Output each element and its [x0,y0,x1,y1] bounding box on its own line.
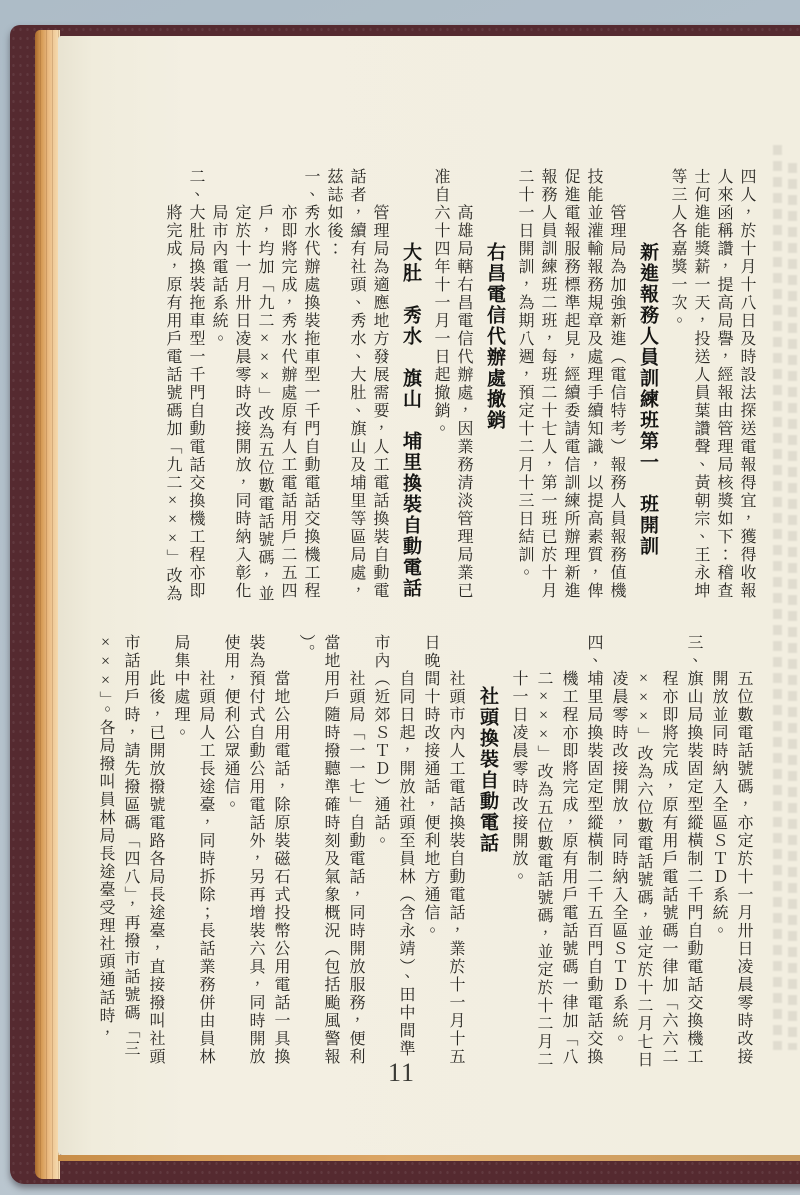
text-column: 話者，續有社頭、秀水、大肚、旗山及埔里等區局處， [348,168,365,600]
bleedthrough-text [771,145,799,1050]
article-heading: 社頭換裝自動電話 [477,686,498,854]
text-column: 社頭局人工長途臺，同時拆除；長話業務併由員林 [197,634,214,1066]
text-column: 局集中處理。 [172,634,189,742]
text-column: ×××」改為六位數電話號碼，並定於十二月七日 [635,634,652,1069]
text-column: 技能並灌輸報務規章及處理手續知識，以提高素質，俾 [585,168,602,600]
text-column: 將完成，原有用戶電話號碼加「九二×××」改為 [164,168,181,603]
bleedthrough-column [773,145,782,1050]
text-column: ×××」。各局撥叫員林局長途臺受理社頭通話時， [97,634,114,1043]
text-column: 凌晨零時改接開放，同時納入全區ＳＴＤ系統。 [610,634,627,1048]
text-column: 一、秀水代辦處換裝拖車型一千門自動電話交換機工程 [302,168,319,600]
text-column: 裝為預付式自動公用電話外，另再增裝六具，同時開放 [247,634,264,1066]
text-column: 使用，便利公眾通信。 [222,634,239,814]
text-column: 市話用戶時，請先撥區碼「四八」，再撥市話號碼「三 [122,634,139,1058]
text-column: 自同日起，開放社頭至員林（含永靖）、田中間準 [397,634,414,1058]
text-column: 士何進能獎薪一天，投送人員葉讚聲、黃朝宗、王永坤 [692,168,709,600]
text-column: 二×××」改為五位數電話號碼，並定於十二月二 [535,634,552,1069]
text-column: 四、埔里局換裝固定型縱橫制二千五百門自動電話交換 [585,634,602,1066]
text-column: 戶，均加「九二×××」改為五位數電話號碼，並 [256,168,273,603]
text-column: 社頭局「一一七」自動電話，同時開放服務，便利 [347,634,364,1066]
text-column: 局市內電話系統。 [210,168,227,348]
article-heading: 大肚 秀水 旗山 埔里換裝自動電話 [400,242,421,599]
text-column: 市內（近郊ＳＴＤ）通話。 [372,634,389,850]
page-number: 11 [388,1058,416,1087]
page-edge-lines [35,30,60,1179]
article-heading: 新進報務人員訓練班第一 班開訓 [637,242,658,557]
text-column: 開放並同時納入全區ＳＴＤ系統。 [710,634,727,940]
bleedthrough-column [788,163,797,1050]
text-column: 管理局為適應地方發展需要，人工電話換裝自動電 [371,168,388,600]
text-column: 三、旗山局換裝固定型縱橫制二千門自動電話交換機工 [685,634,702,1066]
text-column: 程亦即將完成，原有用戶電話號碼一律加「六六二 [660,634,677,1066]
text-column: 此後，已開放撥號電路各局長途臺，直接撥叫社頭 [147,634,164,1066]
text-column: 人來函稱讚，提高局譽，經報由管理局核獎如下：稽查 [715,168,732,600]
text-column: 定於十一月卅日凌晨零時改接開放，同時納入彰化 [233,168,250,600]
text-column: 報務人員訓練班二班，每班二十七人，第一班已於十月 [539,168,556,600]
text-column: 社頭市內人工電話換裝自動電話，業於十一月十五 [447,634,464,1066]
text-column: 五位數電話號碼，亦定於十一月卅日凌晨零時改接 [735,634,752,1066]
text-band-top [161,168,758,606]
text-column: 促進電報服務標準起見，經續委請電信訓練所辦理新進 [562,168,579,600]
text-column: 當地用戶隨時撥聽準確時刻及氣象概況（包括颱風警報 [322,634,339,1066]
text-column: 高雄局轄右昌電信代辦處，因業務清淡管理局業已 [455,168,472,600]
page-bottom-edge [58,1155,800,1161]
text-column: 日晚間十時改接通話，便利地方通信。 [422,634,439,940]
text-column: 茲誌如後： [325,168,342,258]
text-column: ）。 [297,634,314,662]
text-column: 管理局為加強新進（電信特考）報務人員報務值機 [608,168,625,600]
text-column: 亦即將完成，秀水代辦處原有人工電話用戶二五四 [279,168,296,600]
article-heading: 右昌電信代辦處撤銷 [484,242,505,431]
text-column: 准自六十四年十一月一日起撤銷。 [432,168,449,438]
text-column: 二、大肚局換裝拖車型一千門自動電話交換機工程亦即 [187,168,204,600]
text-column: 四人，於十月十八日及時設法探送電報得宜，獲得收報 [738,168,755,600]
text-band-bottom [93,634,756,1072]
text-column: 十一日凌晨零時改接開放。 [510,634,527,886]
page-edge-stack [35,30,60,1179]
text-column: 二十一日開訓，為期八週，預定十二月十三日結訓。 [516,168,533,582]
text-column: 當地公用電話，除原裝磁石式投幣公用電話一具換 [272,634,289,1066]
text-column: 等三人各嘉獎一次。 [669,168,686,330]
text-column: 機工程亦即將完成，原有用戶電話號碼一律加「八 [560,634,577,1066]
